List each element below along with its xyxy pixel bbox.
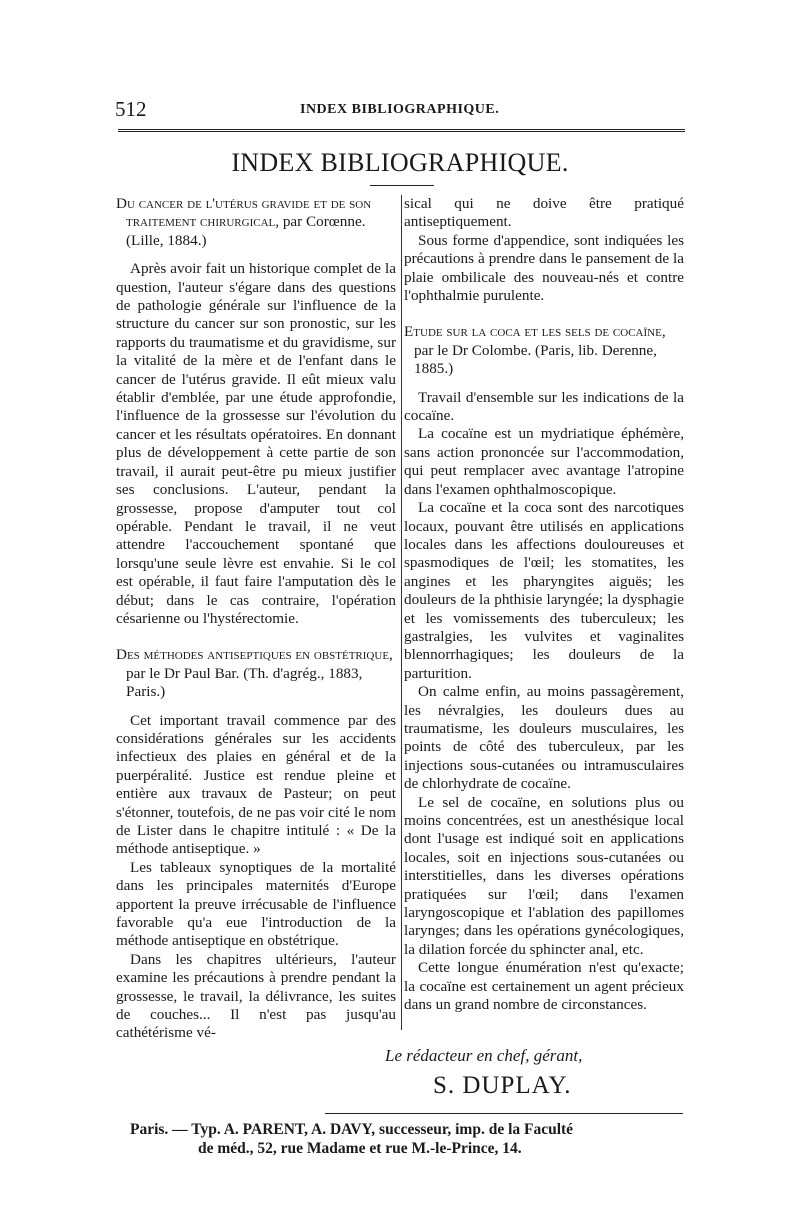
entry-reference: par le Dr Paul Bar. (Th. d'agrég., 1883, Paris.) bbox=[126, 664, 363, 701]
imprint-line: Paris. — Typ. A. PARENT, A. DAVY, successeur, imp. de la Faculté bbox=[130, 1121, 574, 1138]
entry-paragraph: Le sel de cocaïne, en solutions plus ou moins concentrées, est un anesthésique local dont l'usage est indiqué soit en applications locales, soit en injections sous-cutanées ou interstitielles, dans les diverses opérations pratiquées sur l'œil; dans l'examen laryngoscopique et l'ablation des papillomes larynges; dans les opérations gynécologiques, la dilation forcée du sphincter anal, etc. bbox=[404, 793, 684, 958]
entry-paragraph: Cet important travail commence par des considérations générales sur les accidents infectieux des plaies en général et de la puerpéralité. Justice est rendue pleine et entière aux travaux de Pasteur; on peut s'étonner, toutefois, de ne pas voir cité le nom de Lister dans le chapitre intitulé : « De la méthode antiseptique. » bbox=[116, 711, 396, 858]
page-number: 512 bbox=[115, 97, 147, 121]
header-rule bbox=[118, 129, 685, 132]
entry-title: Du cancer de l'utérus gravide et de son traitement chirurgical, bbox=[116, 195, 372, 231]
signature-role: Le rédacteur en chef, gérant, bbox=[385, 1046, 583, 1065]
entry-reference: par le Dr Colombe. (Paris, lib. Derenne, 1885.) bbox=[414, 341, 657, 378]
entry-paragraph: Les tableaux synoptiques de la mortalité dans les principales maternités d'Europe apportent la preuve irrécusable de l'influence favorable qu'a eue l'introduction de la méthode antiseptique en obstétrique. bbox=[116, 858, 396, 950]
entry-paragraph: Dans les chapitres ultérieurs, l'auteur examine les précautions à prendre pendant la grossesse, le travail, la délivrance, les suites de couches... Il n'est pas jusqu'au cathétérisme vé- bbox=[116, 950, 396, 1042]
right-column bbox=[404, 195, 684, 1014]
entry-title: Etude sur la coca et les sels de cocaïne, bbox=[404, 323, 666, 341]
entry-paragraph: La cocaïne et la coca sont des narcotiques locaux, pouvant être utilisés en applications locales dans les affections douloureuses et spasmodiques de l'œil; les stomatites, les angines et les pharyngites aiguës; les douleurs de la phthisie laryngée; la dysphagie et les vomissements des tuberculeux; les gastralgies, les vulvites et vaginalites blennorrhagiques; les douleurs de la parturition. bbox=[404, 499, 684, 682]
entry-paragraph: Sous forme d'appendice, sont indiquées les précautions à prendre dans le pansement de la plaie ombilicale des nouveau-nés et contre l'ophthalmie purulente. bbox=[404, 231, 684, 305]
entry-paragraph: Travail d'ensemble sur les indications de la cocaïne. bbox=[404, 388, 684, 425]
signature-name: S. DUPLAY. bbox=[433, 1072, 572, 1099]
entry-paragraph: On calme enfin, au moins passagèrement, les névralgies, les douleurs dues au traumatisme, les douleurs musculaires, les points de côté des tuberculeux, par les injections sous-cutanées ou intramusculaires de chlorhydrate de cocaïne. bbox=[404, 683, 684, 793]
printer-imprint bbox=[130, 1120, 690, 1158]
imprint-line: de méd., 52, rue Madame et rue M.-le-Prince, 14. bbox=[198, 1140, 522, 1157]
entry-heading bbox=[404, 323, 684, 378]
entry-heading bbox=[116, 646, 396, 701]
left-column bbox=[116, 195, 396, 1043]
running-header bbox=[110, 97, 685, 123]
entry-paragraph: sical qui ne doive être pratiqué antiseptiquement. bbox=[404, 195, 684, 231]
running-title: INDEX BIBLIOGRAPHIQUE. bbox=[300, 102, 500, 117]
page-title: INDEX BIBLIOGRAPHIQUE. bbox=[231, 148, 569, 177]
entry-title: Des méthodes antiseptiques en obstétrique, bbox=[116, 646, 393, 664]
entry-paragraph: Cette longue énumération n'est qu'exacte; la cocaïne est certainement un agent précieux dans un grand nombre de circonstances. bbox=[404, 959, 684, 1014]
bottom-rule bbox=[325, 1113, 683, 1114]
entry-paragraph: La cocaïne est un mydriatique éphémère, sans action prononcée sur l'accommodation, qui peut remplacer avec avantage l'atropine dans l'examen ophthalmoscopique. bbox=[404, 425, 684, 498]
title-rule bbox=[370, 185, 434, 186]
entry-reference: par Corœnne. (Lille, 1884.) bbox=[126, 213, 366, 249]
column-divider bbox=[401, 195, 402, 1030]
entry-heading bbox=[116, 195, 396, 250]
entry-paragraph: Après avoir fait un historique complet de la question, l'auteur s'égare dans des questions de pathologie générale sur l'influence de la structure du cancer sur son pronostic, sur les rapports du traumatisme et du gravidisme, sur la vitalité de la mère et de l'enfant dans le cancer de l'utérus gravide. Il eût mieux valu établir d'emblée, par une étude approfondie, l'influence de la grossesse sur l'évolution du cancer et les résultats opératoires. En donnant plus de développement à cette partie de son travail, il aurait peut-être pu mieux justifier ses conclusions. L'auteur, pendant la grossesse, propose d'amputer tout col opérable. Pendant le travail, il ne veut attendre l'accouchement spontané que lorsqu'une seule lèvre est envahie. Si le col est opérable, il faut faire l'amputation dès le début; dans le cas contraire, l'opération césarienne ou l'hystérectomie. bbox=[116, 260, 396, 627]
